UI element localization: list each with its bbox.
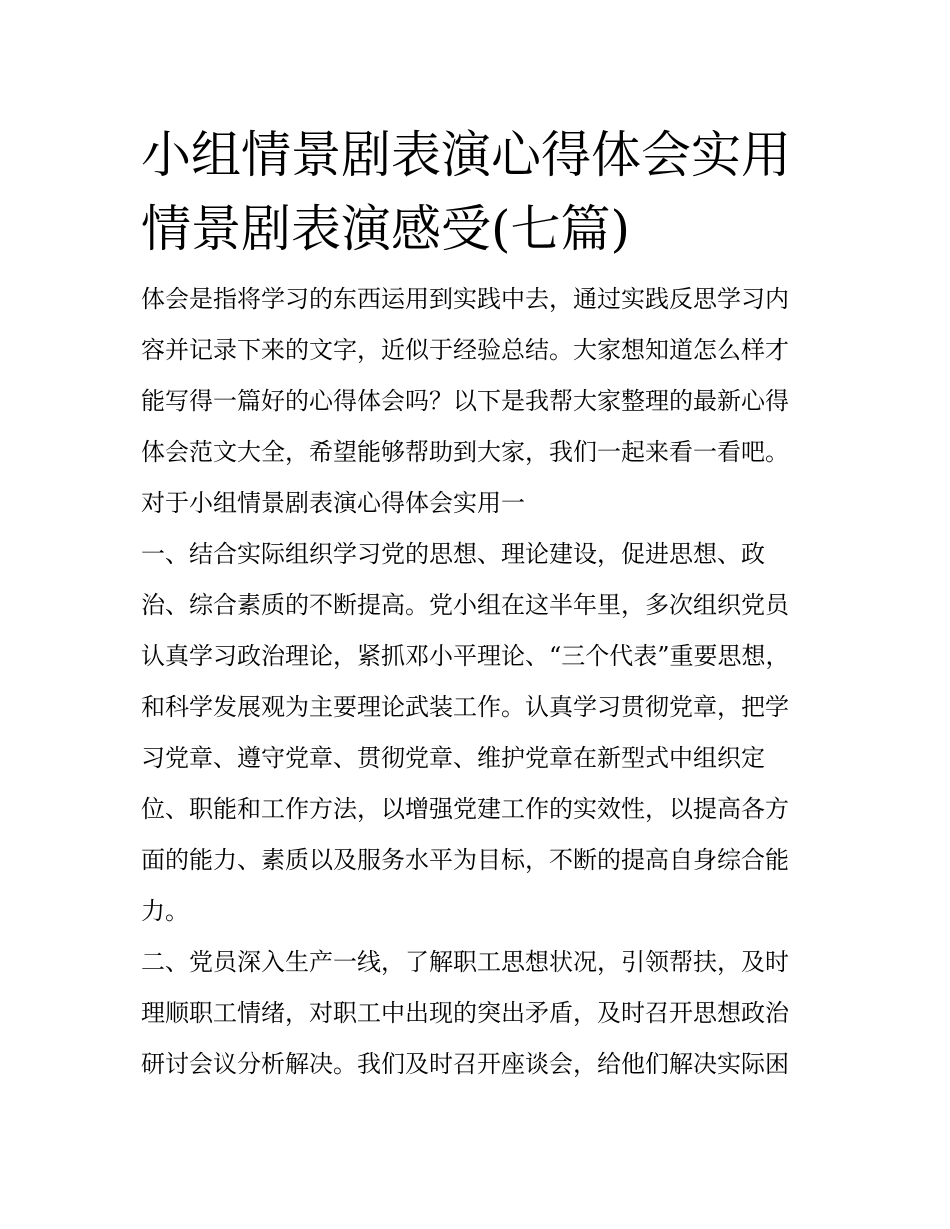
section-heading: 对于小组情景剧表演心得体会实用一 xyxy=(141,489,525,517)
document-title xyxy=(141,118,821,266)
body-line: 能写得一篇好的心得体会吗？以下是我帮大家整理的最新心得 xyxy=(141,387,789,415)
body-line: 治、综合素质的不断提高。党小组在这半年里，多次组织党员 xyxy=(141,591,789,619)
document-content xyxy=(141,118,821,1090)
body-line: 位、职能和工作方法，以增强党建工作的实效性，以提高各方 xyxy=(141,795,789,823)
body-line: 认真学习政治理论，紧抓邓小平理论、“三个代表”重要思想， xyxy=(141,642,790,670)
body-line: 和科学发展观为主要理论武装工作。认真学习贯彻党章，把学 xyxy=(141,693,789,721)
title-line: 小组情景剧表演心得体会实用 xyxy=(141,126,791,184)
body-line: 体会范文大全，希望能够帮助到大家，我们一起来看一看吧。 xyxy=(141,438,789,466)
body-line: 容并记录下来的文字，近似于经验总结。大家想知道怎么样才 xyxy=(141,336,789,364)
body-line: 一、结合实际组织学习党的思想、理论建设，促进思想、政 xyxy=(141,540,765,568)
body-line: 二、党员深入生产一线，了解职工思想状况，引领帮扶，及时 xyxy=(141,948,789,976)
document-body xyxy=(141,274,821,1090)
body-line: 体会是指将学习的东西运用到实践中去，通过实践反思学习内 xyxy=(141,285,789,313)
title-line: 情景剧表演感受(七篇) xyxy=(141,200,631,258)
body-line: 面的能力、素质以及服务水平为目标，不断的提高自身综合能 xyxy=(141,846,789,874)
body-line: 研讨会议分析解决。我们及时召开座谈会，给他们解决实际困 xyxy=(141,1050,789,1078)
body-line: 理顺职工情绪，对职工中出现的突出矛盾，及时召开思想政治 xyxy=(141,999,789,1027)
body-line: 力。 xyxy=(141,897,189,925)
body-line: 习党章、遵守党章、贯彻党章、维护党章在新型式中组织定 xyxy=(141,744,765,772)
